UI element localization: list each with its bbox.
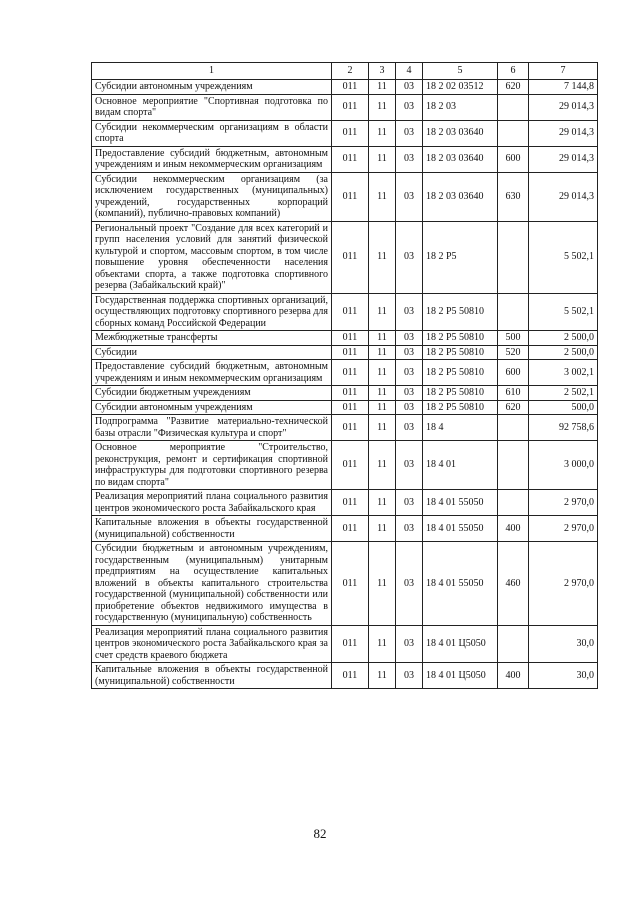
section-code-cell: 11 <box>369 663 396 689</box>
row-name-cell: Межбюджетные трансферты <box>92 331 332 346</box>
target-article-cell: 18 2 P5 50810 <box>423 400 498 415</box>
expense-type-cell <box>498 293 529 331</box>
row-name-cell: Предоставление субсидий бюджетным, автономным учреждениям и иным некоммерческим организациям <box>92 146 332 172</box>
amount-cell: 5 502,1 <box>529 293 598 331</box>
amount-cell: 2 970,0 <box>529 542 598 626</box>
table-body <box>92 80 598 689</box>
target-article-cell: 18 2 02 03512 <box>423 80 498 95</box>
row-name-cell: Капитальные вложения в объекты государственной (муниципальной) собственности <box>92 516 332 542</box>
table-row <box>92 516 598 542</box>
amount-cell: 30,0 <box>529 663 598 689</box>
section-code-cell: 11 <box>369 172 396 221</box>
amount-cell: 92 758,6 <box>529 415 598 441</box>
subsection-code-cell: 03 <box>396 663 423 689</box>
section-code-cell: 11 <box>369 516 396 542</box>
ministry-code-cell: 011 <box>332 80 369 95</box>
target-article-cell: 18 4 01 55050 <box>423 490 498 516</box>
target-article-cell: 18 2 03 03640 <box>423 146 498 172</box>
section-code-cell: 11 <box>369 221 396 293</box>
row-name-cell: Реализация мероприятий плана социального развития центров экономического роста Забайкальского края за счет средств краевого бюджета <box>92 625 332 663</box>
expense-type-cell: 400 <box>498 663 529 689</box>
expense-type-cell: 520 <box>498 345 529 360</box>
target-article-cell: 18 2 P5 <box>423 221 498 293</box>
column-header: 3 <box>369 63 396 80</box>
expense-type-cell: 620 <box>498 400 529 415</box>
page-number: 82 <box>313 826 327 841</box>
section-code-cell: 11 <box>369 120 396 146</box>
table-row <box>92 441 598 490</box>
table-row <box>92 120 598 146</box>
section-code-cell: 11 <box>369 386 396 401</box>
amount-cell: 3 000,0 <box>529 441 598 490</box>
table-row <box>92 490 598 516</box>
section-code-cell: 11 <box>369 400 396 415</box>
table-row <box>92 94 598 120</box>
expense-type-cell: 610 <box>498 386 529 401</box>
row-name-cell: Субсидии автономным учреждениям <box>92 400 332 415</box>
table-row <box>92 625 598 663</box>
amount-cell: 2 500,0 <box>529 345 598 360</box>
row-name-cell: Субсидии бюджетным и автономным учреждениям, государственным (муниципальным) унитарным предприятиям на осуществление капитальных вложений в объекты капитального строительства государственной (муниципальной) собственности или приобретение объектов недвижимого имущества в государственную (муниципальную) собственность <box>92 542 332 626</box>
subsection-code-cell: 03 <box>396 441 423 490</box>
row-name-cell: Основное мероприятие "Строительство, реконструкция, ремонт и сертификация спортивной инфраструктуры для подготовки спортивного резерва по видам спорта" <box>92 441 332 490</box>
target-article-cell: 18 4 01 Ц5050 <box>423 625 498 663</box>
row-name-cell: Субсидии автономным учреждениям <box>92 80 332 95</box>
target-article-cell: 18 4 01 55050 <box>423 516 498 542</box>
section-code-cell: 11 <box>369 345 396 360</box>
row-name-cell: Предоставление субсидий бюджетным, автономным учреждениям и иным некоммерческим организациям <box>92 360 332 386</box>
amount-cell: 2 500,0 <box>529 331 598 346</box>
table-row <box>92 663 598 689</box>
table-row <box>92 146 598 172</box>
section-code-cell: 11 <box>369 415 396 441</box>
expense-type-cell: 620 <box>498 80 529 95</box>
ministry-code-cell: 011 <box>332 94 369 120</box>
row-name-cell: Государственная поддержка спортивных организаций, осуществляющих подготовку спортивного резерва для сборных команд Российской Федерации <box>92 293 332 331</box>
expense-type-cell: 500 <box>498 331 529 346</box>
ministry-code-cell: 011 <box>332 415 369 441</box>
section-code-cell: 11 <box>369 80 396 95</box>
subsection-code-cell: 03 <box>396 516 423 542</box>
expense-type-cell <box>498 490 529 516</box>
ministry-code-cell: 011 <box>332 345 369 360</box>
ministry-code-cell: 011 <box>332 400 369 415</box>
ministry-code-cell: 011 <box>332 441 369 490</box>
expense-type-cell: 460 <box>498 542 529 626</box>
ministry-code-cell: 011 <box>332 625 369 663</box>
subsection-code-cell: 03 <box>396 400 423 415</box>
amount-cell: 7 144,8 <box>529 80 598 95</box>
subsection-code-cell: 03 <box>396 172 423 221</box>
target-article-cell: 18 2 P5 50810 <box>423 331 498 346</box>
table-row <box>92 293 598 331</box>
table-row <box>92 400 598 415</box>
row-name-cell: Субсидии некоммерческим организациям (за исключением государственных (муниципальных) учреждений, государственных корпораций (компаний), публично-правовых компаний) <box>92 172 332 221</box>
table-row <box>92 345 598 360</box>
amount-cell: 30,0 <box>529 625 598 663</box>
amount-cell: 29 014,3 <box>529 94 598 120</box>
row-name-cell: Капитальные вложения в объекты государственной (муниципальной) собственности <box>92 663 332 689</box>
row-name-cell: Подпрограмма "Развитие материально-технической базы отрасли "Физическая культура и спорт" <box>92 415 332 441</box>
row-name-cell: Реализация мероприятий плана социального развития центров экономического роста Забайкальского края <box>92 490 332 516</box>
column-header: 4 <box>396 63 423 80</box>
section-code-cell: 11 <box>369 331 396 346</box>
ministry-code-cell: 011 <box>332 516 369 542</box>
table-row <box>92 386 598 401</box>
ministry-code-cell: 011 <box>332 360 369 386</box>
ministry-code-cell: 011 <box>332 331 369 346</box>
row-name-cell: Субсидии некоммерческим организациям в области спорта <box>92 120 332 146</box>
row-name-cell: Субсидии <box>92 345 332 360</box>
section-code-cell: 11 <box>369 293 396 331</box>
row-name-cell: Региональный проект "Создание для всех категорий и групп населения условий для занятий физической культурой и спортом, массовым спортом, в том числе повышение уровня обеспеченности населения объектами спорта, а также подготовка спортивного резерва (Забайкальский край)" <box>92 221 332 293</box>
expense-type-cell <box>498 415 529 441</box>
row-name-cell: Основное мероприятие "Спортивная подготовка по видам спорта" <box>92 94 332 120</box>
section-code-cell: 11 <box>369 490 396 516</box>
ministry-code-cell: 011 <box>332 490 369 516</box>
ministry-code-cell: 011 <box>332 542 369 626</box>
row-name-cell: Субсидии бюджетным учреждениям <box>92 386 332 401</box>
table-row <box>92 415 598 441</box>
subsection-code-cell: 03 <box>396 94 423 120</box>
amount-cell: 2 502,1 <box>529 386 598 401</box>
target-article-cell: 18 2 P5 50810 <box>423 345 498 360</box>
table-row <box>92 542 598 626</box>
subsection-code-cell: 03 <box>396 360 423 386</box>
subsection-code-cell: 03 <box>396 80 423 95</box>
target-article-cell: 18 4 01 55050 <box>423 542 498 626</box>
subsection-code-cell: 03 <box>396 386 423 401</box>
target-article-cell: 18 2 03 03640 <box>423 172 498 221</box>
ministry-code-cell: 011 <box>332 172 369 221</box>
subsection-code-cell: 03 <box>396 542 423 626</box>
target-article-cell: 18 4 01 <box>423 441 498 490</box>
ministry-code-cell: 011 <box>332 120 369 146</box>
expense-type-cell: 400 <box>498 516 529 542</box>
column-header: 6 <box>498 63 529 80</box>
column-header: 2 <box>332 63 369 80</box>
amount-cell: 500,0 <box>529 400 598 415</box>
target-article-cell: 18 2 P5 50810 <box>423 386 498 401</box>
ministry-code-cell: 011 <box>332 221 369 293</box>
amount-cell: 29 014,3 <box>529 146 598 172</box>
ministry-code-cell: 011 <box>332 293 369 331</box>
amount-cell: 2 970,0 <box>529 516 598 542</box>
subsection-code-cell: 03 <box>396 293 423 331</box>
expense-type-cell <box>498 120 529 146</box>
subsection-code-cell: 03 <box>396 146 423 172</box>
target-article-cell: 18 2 P5 50810 <box>423 360 498 386</box>
target-article-cell: 18 2 P5 50810 <box>423 293 498 331</box>
amount-cell: 2 970,0 <box>529 490 598 516</box>
subsection-code-cell: 03 <box>396 625 423 663</box>
column-header: 7 <box>529 63 598 80</box>
section-code-cell: 11 <box>369 360 396 386</box>
expense-type-cell <box>498 625 529 663</box>
table-header-row <box>92 63 598 80</box>
amount-cell: 3 002,1 <box>529 360 598 386</box>
table-row <box>92 331 598 346</box>
subsection-code-cell: 03 <box>396 345 423 360</box>
ministry-code-cell: 011 <box>332 146 369 172</box>
target-article-cell: 18 4 01 Ц5050 <box>423 663 498 689</box>
ministry-code-cell: 011 <box>332 386 369 401</box>
target-article-cell: 18 2 03 <box>423 94 498 120</box>
section-code-cell: 11 <box>369 542 396 626</box>
subsection-code-cell: 03 <box>396 221 423 293</box>
subsection-code-cell: 03 <box>396 415 423 441</box>
section-code-cell: 11 <box>369 146 396 172</box>
ministry-code-cell: 011 <box>332 663 369 689</box>
table-row <box>92 80 598 95</box>
expense-type-cell: 600 <box>498 360 529 386</box>
table-row <box>92 360 598 386</box>
subsection-code-cell: 03 <box>396 120 423 146</box>
expense-type-cell <box>498 221 529 293</box>
target-article-cell: 18 2 03 03640 <box>423 120 498 146</box>
target-article-cell: 18 4 <box>423 415 498 441</box>
amount-cell: 29 014,3 <box>529 172 598 221</box>
amount-cell: 5 502,1 <box>529 221 598 293</box>
section-code-cell: 11 <box>369 94 396 120</box>
section-code-cell: 11 <box>369 625 396 663</box>
expense-type-cell: 630 <box>498 172 529 221</box>
subsection-code-cell: 03 <box>396 331 423 346</box>
section-code-cell: 11 <box>369 441 396 490</box>
table-row <box>92 172 598 221</box>
expense-type-cell: 600 <box>498 146 529 172</box>
column-header: 5 <box>423 63 498 80</box>
budget-table <box>91 62 598 689</box>
amount-cell: 29 014,3 <box>529 120 598 146</box>
subsection-code-cell: 03 <box>396 490 423 516</box>
expense-type-cell <box>498 94 529 120</box>
expense-type-cell <box>498 441 529 490</box>
table-row <box>92 221 598 293</box>
column-header: 1 <box>92 63 332 80</box>
